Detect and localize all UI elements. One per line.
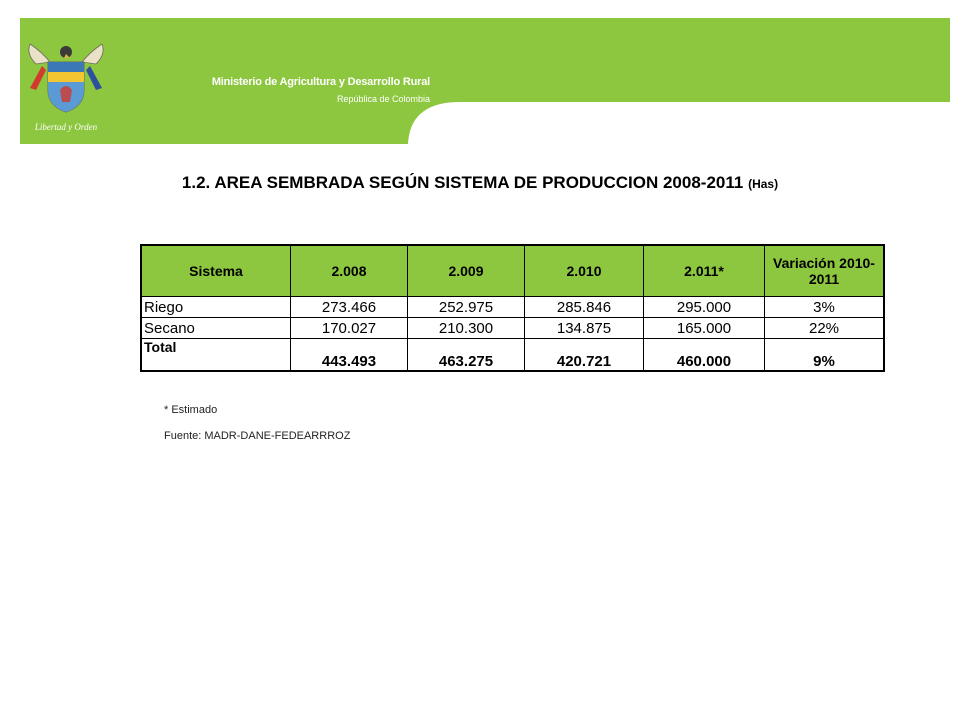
cell-variacion: 9% xyxy=(765,339,885,372)
header-2008: 2.008 xyxy=(291,245,408,297)
cell-sistema: Riego xyxy=(141,297,291,318)
cell-2009: 210.300 xyxy=(408,318,525,339)
header-variacion: Variación 2010-2011 xyxy=(765,245,885,297)
title-main: 1.2. AREA SEMBRADA SEGÚN SISTEMA DE PRODUCCION 2008-2011 xyxy=(181,173,744,192)
header-2010: 2.010 xyxy=(525,245,644,297)
cell-variacion: 3% xyxy=(765,297,885,318)
cell-2010: 134.875 xyxy=(525,318,644,339)
header-sistema: Sistema xyxy=(141,245,291,297)
page-title xyxy=(0,173,960,193)
coat-of-arms-logo xyxy=(20,18,112,144)
cell-2008: 443.493 xyxy=(291,339,408,372)
republic-name: República de Colombia xyxy=(336,94,430,104)
cell-2010: 420.721 xyxy=(525,339,644,372)
cell-2009: 252.975 xyxy=(408,297,525,318)
title-unit: (Has) xyxy=(748,177,779,191)
header-2009: 2.009 xyxy=(408,245,525,297)
ministry-name: Ministerio de Agricultura y Desarrollo Rural xyxy=(211,76,430,88)
table-header-row xyxy=(141,245,884,297)
cell-2010: 285.846 xyxy=(525,297,644,318)
note-estimate: * Estimado xyxy=(164,404,218,416)
table-row-total xyxy=(141,339,884,372)
data-table xyxy=(140,244,885,372)
note-source: Fuente: MADR-DANE-FEDEARRROZ xyxy=(164,430,351,442)
cell-sistema: Total xyxy=(141,339,291,372)
table-row-riego xyxy=(141,297,884,318)
cell-variacion: 22% xyxy=(765,318,885,339)
header-banner xyxy=(20,18,950,144)
cell-2009: 463.275 xyxy=(408,339,525,372)
table-row-secano xyxy=(141,318,884,339)
cell-2008: 170.027 xyxy=(291,318,408,339)
header-2011: 2.011* xyxy=(644,245,765,297)
cell-sistema: Secano xyxy=(141,318,291,339)
motto-text: Libertad y Orden xyxy=(34,122,98,132)
cell-2011: 165.000 xyxy=(644,318,765,339)
cell-2011: 460.000 xyxy=(644,339,765,372)
cell-2008: 273.466 xyxy=(291,297,408,318)
cell-2011: 295.000 xyxy=(644,297,765,318)
